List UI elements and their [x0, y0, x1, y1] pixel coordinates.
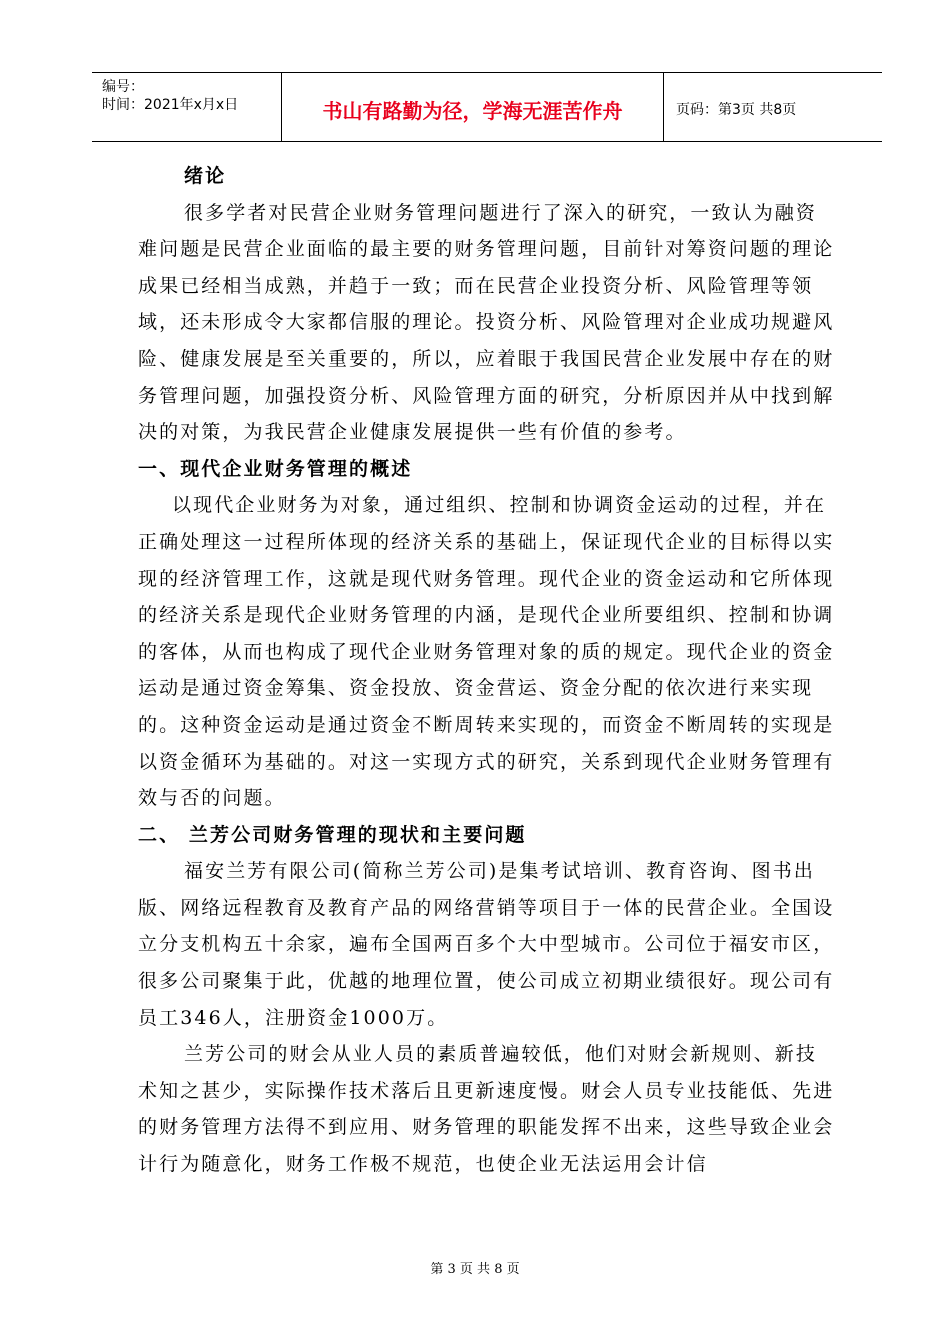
- paragraph-introduction: 很多学者对民营企业财务管理问题进行了深入的研究，一致认为融资难问题是民营企业面临的最主要的财务管理问题，目前针对筹资问题的理论成果已经相当成熟，并趋于一致；而在民营企业投资分析、风险管理等领域，还未形成令大家都信服的理论。投资分析、风险管理对企业成功规避风险、健康发展是至关重要的，所以，应着眼于我国民营企业发展中存在的财务管理问题，加强投资分析、风险管理方面的研究，分析原因并从中找到解决的对策，为我民营企业健康发展提供一些有价值的参考。: [138, 201, 835, 444]
- paragraph-section-2-1: 福安兰芳有限公司(简称兰芳公司)是集考试培训、教育咨询、图书出版、网络远程教育及教育产品的网络营销等项目于一体的民营企业。全国设立分支机构五十余家，遍布全国两百多个大中型城市。公司位于福安市区，很多公司聚集于此，优越的地理位置，使公司成立初期业绩很好。现公司有员工346人，注册资金1000万。: [138, 860, 835, 1029]
- section-heading-1: 一、现代企业财务管理的概述: [138, 457, 413, 480]
- paragraph-section-2-2: 兰芳公司的财会从业人员的素质普遍较低，他们对财会新规则、新技术知之甚少，实际操作技术落后且更新速度慢。财会人员专业技能低、先进的财务管理方法得不到应用、财务管理的职能发挥不出来，这些导致企业会计行为随意化，财务工作极不规范，也使企业无法运用会计信: [138, 1043, 835, 1176]
- document-body: [138, 158, 838, 1183]
- document-time-label: 时间：2021年x月x日: [102, 97, 239, 113]
- section-title-introduction: 绪论: [184, 165, 227, 187]
- page-footer: 第 3 页 共 8 页: [430, 1262, 520, 1277]
- section-heading-2: 二、 兰芳公司财务管理的现状和主要问题: [138, 823, 527, 846]
- header-meta: [92, 73, 282, 141]
- header-motto: 书山有路勤为径，学海无涯苦作舟: [282, 73, 664, 141]
- paragraph-section-1: 以现代企业财务为对象，通过组织、控制和协调资金运动的过程，并在正确处理这一过程所体现的经济关系的基础上，保证现代企业的目标得以实现的经济管理工作，这就是现代财务管理。现代企业的资金运动和它所体现的经济关系是现代企业财务管理的内涵，是现代企业所要组织、控制和协调的客体，从而也构成了现代企业财务管理对象的质的规定。现代企业的资金运动是通过资金筹集、资金投放、资金营运、资金分配的依次进行来实现的。这种资金运动是通过资金不断周转来实现的，而资金不断周转的实现是以资金循环为基础的。对这一实现方式的研究，关系到现代企业财务管理有效与否的问题。: [138, 494, 835, 810]
- document-number-label: 编号：: [102, 79, 144, 95]
- header-page-number: 页码：第3页 共8页: [676, 102, 797, 118]
- page-header: [92, 72, 882, 142]
